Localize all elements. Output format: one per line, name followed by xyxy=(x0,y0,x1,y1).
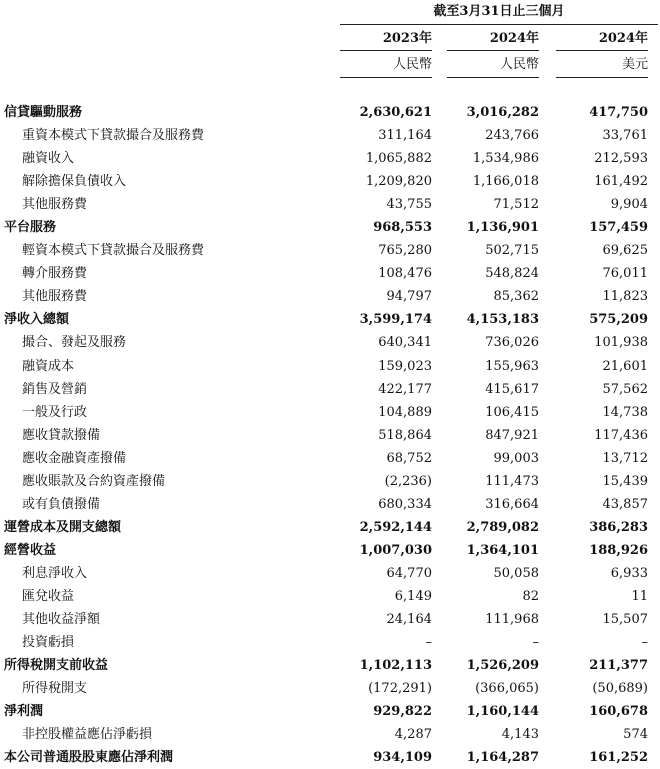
row-value-col2: 1,526,209 xyxy=(466,658,539,674)
table-row xyxy=(0,585,660,608)
row-label: 利息淨收入 xyxy=(22,565,88,581)
row-value-col1: 2,592,144 xyxy=(359,519,432,535)
row-value-col1: 968,553 xyxy=(373,220,432,236)
table-row xyxy=(0,539,660,562)
col-year-2023: 2023年 xyxy=(382,31,432,46)
table-row xyxy=(0,239,660,262)
row-label: 所得稅開支 xyxy=(22,681,88,697)
row-value-col2: 3,016,282 xyxy=(466,105,539,120)
row-label: 經營收益 xyxy=(4,542,57,558)
table-row xyxy=(0,170,660,193)
row-value-col2: 2,789,082 xyxy=(466,519,539,535)
row-label: 運營成本及開支總額 xyxy=(4,519,122,535)
row-label: 輕資本模式下貸款撮合及服務費 xyxy=(22,243,205,259)
col-rule-2 xyxy=(447,50,539,51)
row-value-col2: (366,065) xyxy=(475,681,539,697)
row-label: 撮合、發起及服務 xyxy=(22,335,127,351)
statement-rows xyxy=(0,101,660,769)
row-value-col1: 159,023 xyxy=(378,358,432,374)
row-value-col1: 6,149 xyxy=(394,588,432,604)
row-label: 信貸驅動服務 xyxy=(4,105,83,120)
row-label: 轉介服務費 xyxy=(22,266,88,282)
row-value-col3: 117,436 xyxy=(594,427,648,443)
table-row xyxy=(0,447,660,470)
row-value-col1: 934,109 xyxy=(373,750,432,766)
row-value-col3: 15,439 xyxy=(602,473,648,489)
row-value-col2: 1,164,287 xyxy=(466,750,539,766)
row-value-col2: 1,136,901 xyxy=(466,220,539,236)
table-row xyxy=(0,470,660,493)
row-value-col1: 1,102,113 xyxy=(359,658,432,674)
table-row xyxy=(0,262,660,285)
row-label: 其他服務費 xyxy=(22,197,88,213)
currency-rule-3 xyxy=(556,77,648,78)
row-value-col1: 929,822 xyxy=(373,704,432,720)
row-value-col1: 2,630,621 xyxy=(359,105,432,120)
col-year-2024-usd: 2024年 xyxy=(598,31,648,46)
row-value-col1: 94,797 xyxy=(386,289,432,305)
table-row xyxy=(0,308,660,331)
currency-rule-1 xyxy=(340,77,432,78)
table-row xyxy=(0,285,660,308)
table-row xyxy=(0,424,660,447)
row-value-col3: 76,011 xyxy=(602,266,648,282)
row-value-col1: (2,236) xyxy=(384,473,432,489)
row-value-col1: 518,864 xyxy=(378,427,432,443)
row-value-col2: 415,617 xyxy=(485,381,539,397)
row-value-col1: 1,065,882 xyxy=(365,151,432,167)
table-row xyxy=(0,401,660,424)
row-value-col2: 85,362 xyxy=(493,289,539,305)
row-value-col1: 108,476 xyxy=(378,266,432,282)
row-value-col2: 111,473 xyxy=(485,473,539,489)
row-label: 本公司普通股股東應佔淨利潤 xyxy=(4,750,174,766)
row-label: 銷售及營銷 xyxy=(22,381,88,397)
row-value-col3: 11,823 xyxy=(602,289,648,305)
table-row xyxy=(0,378,660,401)
row-label: 融資成本 xyxy=(22,358,75,374)
row-label: 所得稅開支前收益 xyxy=(4,658,109,674)
table-row xyxy=(0,654,660,677)
row-value-col2: 50,058 xyxy=(493,565,539,581)
table-row xyxy=(0,193,660,216)
col-currency-3: 美元 xyxy=(621,57,648,72)
table-row xyxy=(0,216,660,239)
row-value-col2: 548,824 xyxy=(485,266,539,282)
row-value-col3: 9,904 xyxy=(610,197,648,213)
row-value-col2: 4,153,183 xyxy=(466,312,539,328)
row-value-col1: 68,752 xyxy=(386,450,432,466)
row-value-col2: 111,968 xyxy=(485,612,539,628)
period-title: 截至3月31日止三個月 xyxy=(433,4,565,19)
row-value-col2: 71,512 xyxy=(493,197,539,213)
row-value-col1: 64,770 xyxy=(386,565,432,581)
row-value-col2: 155,963 xyxy=(485,358,539,374)
table-row xyxy=(0,147,660,170)
row-value-col1: 422,177 xyxy=(378,381,432,397)
row-value-col3: 43,857 xyxy=(602,496,648,512)
row-value-col2: 847,921 xyxy=(485,427,539,443)
row-value-col2: 106,415 xyxy=(485,404,539,420)
col-currency-1: 人民幣 xyxy=(392,57,432,72)
row-value-col1: 765,280 xyxy=(378,243,432,259)
row-value-col2: 1,364,101 xyxy=(466,542,539,558)
row-value-col3: 574 xyxy=(623,727,648,743)
row-value-col3: 161,492 xyxy=(594,174,648,190)
row-value-col3: 15,507 xyxy=(602,612,648,628)
row-value-col3: 14,738 xyxy=(602,404,648,420)
col-currency-2: 人民幣 xyxy=(499,57,539,72)
row-label: 融資收入 xyxy=(22,151,75,167)
table-row xyxy=(0,516,660,539)
row-label: 投資虧損 xyxy=(22,635,75,651)
row-label: 平台服務 xyxy=(4,220,57,236)
row-value-col2: 1,166,018 xyxy=(472,174,539,190)
row-label: 重資本模式下貸款撮合及服務費 xyxy=(22,128,205,144)
table-row xyxy=(0,101,660,124)
row-value-col3: 101,938 xyxy=(594,335,648,351)
row-value-col1: 1,007,030 xyxy=(359,542,432,558)
row-value-col3: 386,283 xyxy=(589,519,648,535)
row-value-col1: 24,164 xyxy=(386,612,432,628)
table-row xyxy=(0,700,660,723)
currency-rule-2 xyxy=(447,77,539,78)
row-value-col2: 736,026 xyxy=(485,335,539,351)
table-row xyxy=(0,677,660,700)
row-value-col3: 13,712 xyxy=(602,450,648,466)
row-label: 應收賬款及合約資產撥備 xyxy=(22,473,166,489)
row-value-col2: 316,664 xyxy=(485,496,539,512)
row-value-col3: 33,761 xyxy=(602,128,648,144)
row-value-col3: 69,625 xyxy=(602,243,648,259)
row-value-col2: 243,766 xyxy=(485,128,539,144)
table-row xyxy=(0,723,660,746)
row-value-col1: 640,341 xyxy=(378,335,432,351)
row-value-col3: 160,678 xyxy=(589,704,648,720)
row-label: 應收貸款撥備 xyxy=(22,427,101,443)
row-value-col1: – xyxy=(425,635,432,651)
row-value-col2: 82 xyxy=(522,588,539,604)
row-value-col3: 57,562 xyxy=(602,381,648,397)
row-label: 解除擔保負債收入 xyxy=(22,174,127,190)
row-value-col1: 4,287 xyxy=(394,727,432,743)
col-rule-3 xyxy=(556,50,648,51)
row-value-col1: 104,889 xyxy=(378,404,432,420)
row-label: 淨收入總額 xyxy=(4,312,70,328)
row-value-col3: (50,689) xyxy=(592,681,648,697)
table-row xyxy=(0,355,660,378)
row-value-col2: 502,715 xyxy=(485,243,539,259)
row-value-col3: 188,926 xyxy=(589,542,648,558)
row-value-col3: 11 xyxy=(631,588,648,604)
row-label: 其他服務費 xyxy=(22,289,88,305)
period-rule xyxy=(340,24,658,25)
col-rule-1 xyxy=(340,50,432,51)
row-value-col3: 211,377 xyxy=(589,658,648,674)
row-value-col1: 43,755 xyxy=(386,197,432,213)
table-row xyxy=(0,631,660,654)
row-value-col1: (172,291) xyxy=(368,681,432,697)
row-label: 一般及行政 xyxy=(22,404,88,420)
row-value-col2: 4,143 xyxy=(501,727,539,743)
row-label: 匯兌收益 xyxy=(22,588,75,604)
table-row xyxy=(0,746,660,769)
row-label: 或有負債撥備 xyxy=(22,496,101,512)
row-value-col3: 575,209 xyxy=(589,312,648,328)
row-label: 其他收益淨額 xyxy=(22,612,101,628)
table-row xyxy=(0,124,660,147)
table-row xyxy=(0,493,660,516)
row-value-col1: 311,164 xyxy=(378,128,432,144)
row-value-col3: 6,933 xyxy=(610,565,648,581)
row-value-col1: 1,209,820 xyxy=(365,174,432,190)
row-value-col2: 1,160,144 xyxy=(466,704,539,720)
row-value-col3: 157,459 xyxy=(589,220,648,236)
row-label: 非控股權益應佔淨虧損 xyxy=(22,727,153,743)
table-row xyxy=(0,608,660,631)
row-value-col3: 417,750 xyxy=(589,105,648,120)
row-value-col3: 21,601 xyxy=(602,358,648,374)
row-value-col3: 212,593 xyxy=(594,151,648,167)
row-label: 淨利潤 xyxy=(4,704,44,720)
row-value-col3: 161,252 xyxy=(589,750,648,766)
col-year-2024-rmb: 2024年 xyxy=(489,31,539,46)
row-value-col3: – xyxy=(641,635,648,651)
table-row xyxy=(0,331,660,354)
row-value-col2: 99,003 xyxy=(493,450,539,466)
row-value-col2: 1,534,986 xyxy=(472,151,539,167)
row-value-col2: – xyxy=(532,635,539,651)
table-row xyxy=(0,562,660,585)
row-value-col1: 3,599,174 xyxy=(359,312,432,328)
row-label: 應收金融資產撥備 xyxy=(22,450,127,466)
row-value-col1: 680,334 xyxy=(378,496,432,512)
